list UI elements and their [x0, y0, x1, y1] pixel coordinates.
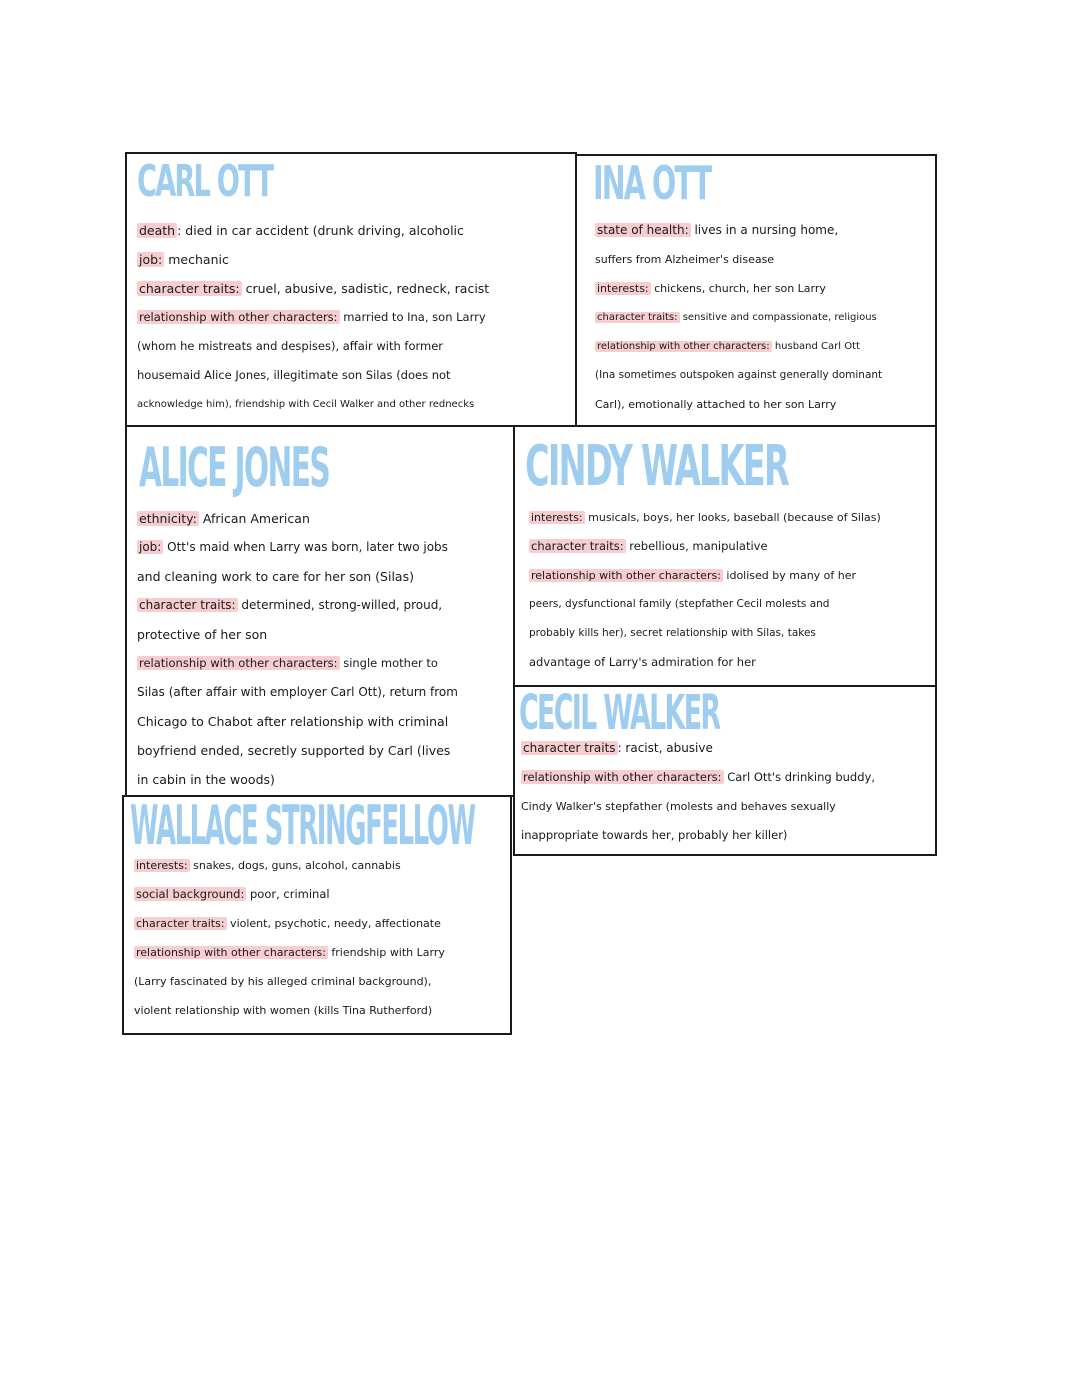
field-label: character traits: — [136, 917, 225, 930]
field-relationships — [529, 561, 881, 590]
field-job — [137, 533, 458, 562]
field-value: determined, strong-willed, proud, — [237, 598, 443, 612]
field-traits — [137, 274, 489, 303]
field-value: Carl Ott's drinking buddy, — [723, 770, 875, 784]
field-label: character traits: — [139, 281, 240, 296]
field-value: cruel, abusive, sadistic, redneck, racist — [241, 281, 490, 296]
field-value: married to Ina, son Larry — [339, 310, 486, 324]
field-value: friendship with Larry — [327, 946, 445, 959]
card-title: CARL OTT — [137, 156, 273, 207]
field-job — [137, 245, 489, 274]
field-traits — [595, 303, 882, 332]
card-ina-ott — [575, 154, 937, 427]
field-label: character traits: — [531, 539, 624, 553]
field-interests — [595, 274, 882, 303]
field-value: chickens, church, her son Larry — [650, 282, 826, 295]
field-value: idolised by many of her — [722, 569, 857, 582]
field-label: interests: — [136, 859, 188, 872]
card-carl-ott — [125, 152, 577, 427]
card-cecil-walker — [513, 685, 937, 856]
card-title: WALLACE STRINGFELLOW — [130, 794, 475, 857]
text-line: Chicago to Chabot after relationship with criminal — [137, 714, 449, 729]
field-value: African American — [198, 511, 310, 526]
field-traits — [134, 909, 445, 938]
field-relationships — [595, 332, 882, 361]
field-value: : racist, abusive — [617, 741, 713, 755]
field-label: character traits: — [597, 312, 678, 323]
text-line: and cleaning work to care for her son (Silas) — [137, 569, 414, 584]
field-value: musicals, boys, her looks, baseball (because of Silas) — [584, 511, 881, 524]
text-line: suffers from Alzheimer's disease — [595, 253, 775, 266]
field-label: relationship with other characters: — [523, 770, 722, 784]
field-value: violent, psychotic, needy, affectionate — [226, 917, 441, 930]
text-line: boyfriend ended, secretly supported by Carl (lives — [137, 743, 451, 758]
field-traits — [521, 734, 875, 763]
card-title: INA OTT — [593, 156, 711, 210]
text-line: acknowledge him), friendship with Cecil Walker and other rednecks — [137, 399, 475, 410]
text-line: Silas (after affair with employer Carl Ott), return from — [137, 685, 458, 699]
field-label: interests: — [531, 511, 583, 524]
text-line: housemaid Alice Jones, illegitimate son Silas (does not — [137, 368, 451, 382]
text-line: probably kills her), secret relationship with Silas, takes — [529, 627, 816, 639]
field-relationships — [134, 938, 445, 967]
field-label: relationship with other characters: — [531, 569, 721, 582]
field-value: : died in car accident (drunk driving, alcoholic — [177, 223, 464, 238]
text-line: inappropriate towards her, probably her killer) — [521, 828, 788, 842]
field-label: job: — [139, 252, 163, 267]
field-label: ethnicity: — [139, 511, 197, 526]
text-line: Cindy Walker's stepfather (molests and behaves sexually — [521, 800, 836, 813]
field-traits — [137, 591, 458, 620]
field-label: interests: — [597, 282, 649, 295]
field-social-background — [134, 880, 445, 909]
field-relationships — [137, 649, 458, 678]
text-line: (whom he mistreats and despises), affair with former — [137, 339, 444, 353]
card-alice-jones — [125, 425, 515, 797]
text-line: advantage of Larry's admiration for her — [529, 655, 756, 669]
field-value: mechanic — [164, 252, 229, 267]
text-line: (Ina sometimes outspoken against generally dominant — [595, 369, 883, 381]
card-cindy-walker — [513, 425, 937, 687]
field-label: relationship with other characters: — [136, 946, 326, 959]
card-title: CINDY WALKER — [525, 434, 788, 499]
field-value: poor, criminal — [246, 887, 330, 901]
field-value: snakes, dogs, guns, alcohol, cannabis — [189, 859, 401, 872]
text-line: protective of her son — [137, 627, 268, 642]
field-traits — [529, 532, 881, 561]
field-interests — [134, 851, 445, 880]
field-value: sensitive and compassionate, religious — [679, 312, 877, 323]
text-line: in cabin in the woods) — [137, 772, 275, 787]
card-title: CECIL WALKER — [519, 685, 720, 741]
text-line: violent relationship with women (kills Tina Rutherford) — [134, 1004, 433, 1017]
field-value: Ott's maid when Larry was born, later two jobs — [163, 540, 448, 554]
field-interests — [529, 503, 881, 532]
field-relationships — [137, 303, 489, 332]
field-value: rebellious, manipulative — [625, 539, 768, 553]
field-label: relationship with other characters: — [139, 656, 338, 670]
card-wallace-stringfellow — [122, 795, 512, 1035]
field-death — [137, 216, 489, 245]
text-line: Carl), emotionally attached to her son Larry — [595, 398, 837, 411]
field-value: single mother to — [339, 656, 438, 670]
field-label: relationship with other characters: — [139, 310, 338, 324]
field-label: relationship with other characters: — [597, 341, 770, 352]
text-line: peers, dysfunctional family (stepfather Cecil molests and — [529, 598, 830, 610]
field-label: character traits — [523, 741, 616, 755]
card-title: ALICE JONES — [139, 436, 330, 499]
field-ethnicity — [137, 504, 458, 533]
field-label: state of health: — [597, 223, 689, 237]
field-label: social background: — [136, 887, 245, 901]
field-value: husband Carl Ott — [771, 341, 860, 352]
field-health — [595, 216, 882, 245]
field-value: lives in a nursing home, — [690, 223, 839, 237]
field-label: death — [139, 223, 176, 238]
text-line: (Larry fascinated by his alleged criminal background), — [134, 975, 432, 988]
field-relationships — [521, 763, 875, 792]
field-label: job: — [139, 540, 162, 554]
field-label: character traits: — [139, 598, 236, 612]
